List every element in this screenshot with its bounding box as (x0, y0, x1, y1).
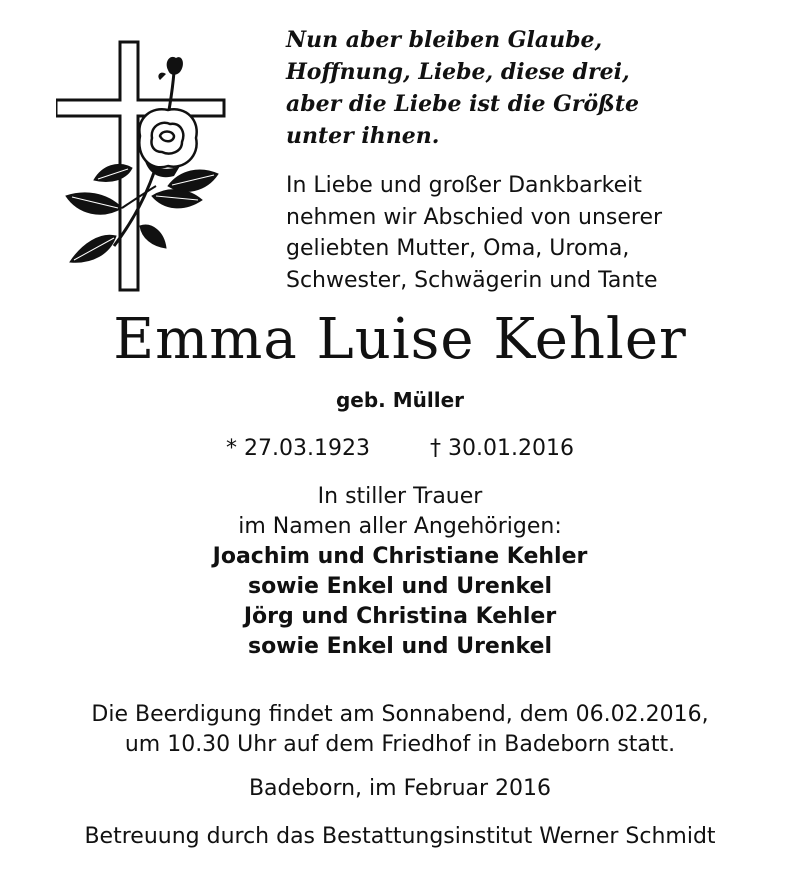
verse-line: Nun aber bleiben Glaube, (286, 27, 603, 53)
intro-line: nehmen wir Abschied von unserer (286, 204, 663, 230)
farewell-intro (286, 170, 786, 296)
death-date: † 30.01.2016 (430, 436, 574, 461)
mourner-name: Joachim und Christiane Kehler (212, 544, 588, 569)
funeral-details (0, 700, 800, 760)
verse-line: unter ihnen. (286, 123, 440, 149)
mourners-block (0, 482, 800, 662)
mourners-intro-line: In stiller Trauer (317, 484, 483, 509)
intro-line: geliebten Mutter, Oma, Uroma, (286, 236, 630, 261)
mourner-name: sowie Enkel und Urenkel (247, 574, 553, 599)
mourner-name: Jörg und Christina Kehler (243, 604, 557, 629)
deceased-name: Emma Luise Kehler (113, 307, 687, 372)
funeral-line: um 10.30 Uhr auf dem Friedhof in Badeborn statt. (124, 732, 676, 757)
life-dates (0, 434, 800, 464)
maiden-name: geb. Müller (335, 388, 465, 412)
bible-verse (286, 24, 786, 152)
place-and-date: Badeborn, im Februar 2016 (248, 776, 552, 801)
verse-line: aber die Liebe ist die Größte (286, 91, 640, 117)
cross-with-rose-icon (56, 36, 232, 294)
undertaker-credit: Betreuung durch das Bestattungsinstitut Werner Schmidt (84, 824, 716, 849)
mourners-intro-line: im Namen aller Angehörigen: (238, 514, 562, 539)
verse-line: Hoffnung, Liebe, diese drei, (286, 59, 630, 85)
birth-date: * 27.03.1923 (226, 436, 370, 461)
intro-line: In Liebe und großer Dankbarkeit (286, 173, 642, 198)
intro-line: Schwester, Schwägerin und Tante (286, 267, 658, 293)
mourner-name: sowie Enkel und Urenkel (247, 634, 553, 659)
funeral-line: Die Beerdigung findet am Sonnabend, dem 06.02.2016, (91, 702, 709, 727)
